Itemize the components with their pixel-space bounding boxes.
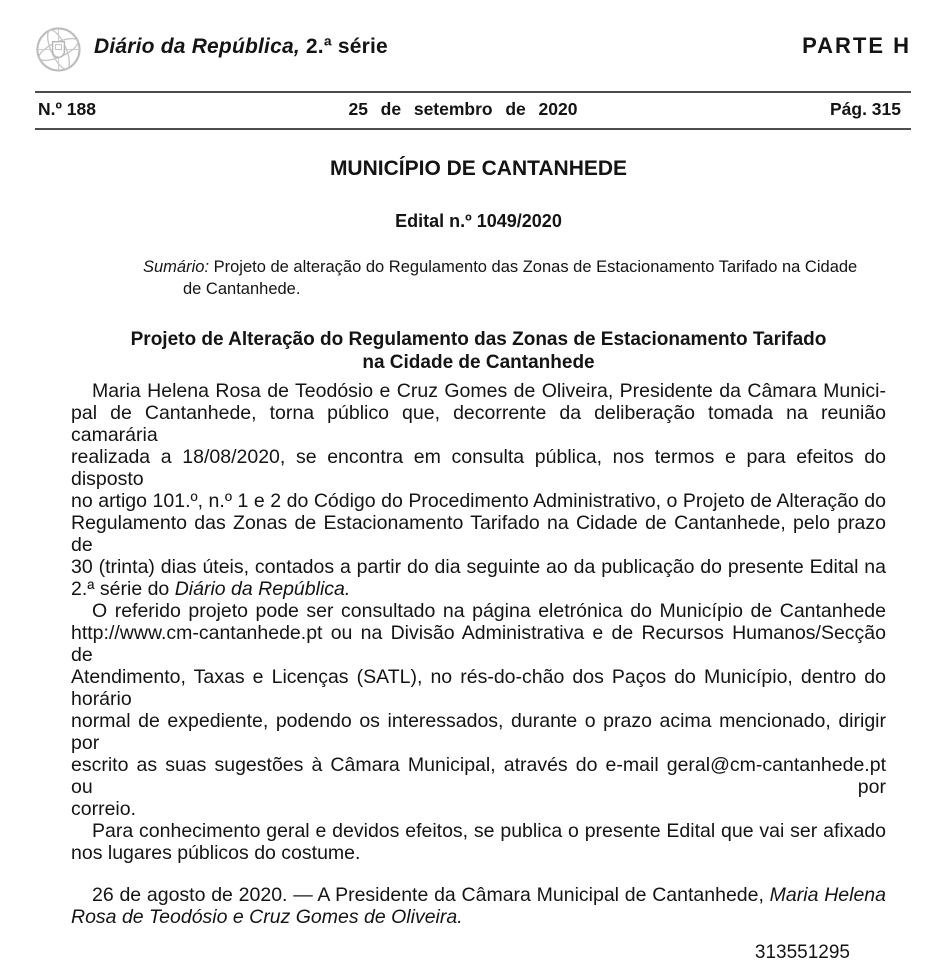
text-segment: http://www.cm-cantanhede.pt ou na Divisão Administrativa e de Recursos Humanos/Secção de	[71, 622, 886, 666]
registration-number: 313551295	[71, 942, 886, 964]
issue-bar	[35, 93, 911, 128]
horizontal-rule-bottom	[35, 128, 911, 130]
italic-text: Rosa de Teodósio e Cruz Gomes de Oliveira.	[71, 906, 463, 928]
text-segment: Regulamento das Zonas de Estacionamento Tarifado na Cidade de Cantanhede, pelo prazo de	[71, 512, 886, 556]
summary-line	[143, 256, 886, 278]
paragraph	[71, 884, 886, 928]
body-line	[71, 446, 886, 490]
body-line	[71, 490, 886, 512]
text-segment: normal de expediente, podendo os interessados, durante o prazo acima mencionado, dirigir por	[71, 710, 886, 754]
body-line	[71, 906, 886, 928]
text-segment: O referido projeto pode ser consultado na página eletrónica do Município de Cantanhede	[92, 600, 886, 622]
body-line	[71, 842, 886, 864]
text-segment: 2.ª série do	[71, 578, 175, 600]
edict-number: Edital n.º 1049/2020	[71, 212, 886, 230]
document-body	[71, 380, 886, 928]
body-line	[71, 710, 886, 754]
italic-text: Maria Helena	[770, 884, 886, 906]
text-segment: realizada a 18/08/2020, se encontra em consulta pública, nos termos e para efeitos do disposto	[71, 446, 886, 490]
text-segment: de Cantanhede.	[183, 280, 300, 298]
text-segment: Maria Helena Rosa de Teodósio e Cruz Gomes de Oliveira, Presidente da Câmara Munici-	[92, 380, 886, 402]
text-segment: 30 (trinta) dias úteis, contados a partir do dia seguinte ao da publicação do presente Edital na	[71, 556, 886, 578]
italic-text: Diário da República.	[175, 578, 351, 600]
body-line	[71, 666, 886, 710]
text-segment: 26 de agosto de 2020. — A Presidente da Câmara Municipal de Cantanhede,	[92, 884, 770, 906]
body-line	[71, 578, 886, 600]
paragraph	[71, 600, 886, 820]
document-content	[71, 158, 886, 964]
municipality-title: MUNICÍPIO DE CANTANHEDE	[71, 158, 886, 179]
summary-line	[183, 278, 886, 300]
text-segment: correio.	[71, 798, 136, 820]
page-number: Pág. 315	[830, 101, 901, 119]
italic-text: Sumário:	[143, 258, 214, 276]
text-segment: Atendimento, Taxas e Licenças (SATL), no rés-do-chão dos Paços do Município, dentro do horário	[71, 666, 886, 710]
body-line	[71, 754, 886, 798]
part-label: PARTE H	[802, 26, 911, 59]
summary-block	[143, 256, 886, 300]
journal-title-series: 2.ª série	[300, 35, 388, 58]
journal-title	[94, 26, 388, 59]
body-line	[71, 380, 886, 402]
body-line	[71, 512, 886, 556]
journal-title-italic: Diário da República,	[94, 35, 300, 58]
text-segment: pal de Cantanhede, torna público que, decorrente da deliberação tomada na reunião camarária	[71, 402, 886, 446]
heading-line: na Cidade de Cantanhede	[71, 351, 886, 374]
document-heading	[71, 314, 886, 374]
text-segment: nos lugares públicos do costume.	[71, 842, 360, 864]
body-line	[71, 402, 886, 446]
paragraph	[71, 380, 886, 600]
masthead	[35, 0, 911, 78]
body-line	[71, 798, 886, 820]
body-line	[71, 820, 886, 842]
republic-emblem-icon	[35, 26, 82, 78]
issue-date: 25 de setembro de 2020	[96, 101, 830, 119]
text-segment: Para conhecimento geral e devidos efeitos, se publica o presente Edital que vai ser afixado	[92, 820, 886, 842]
body-line	[71, 600, 886, 622]
text-segment: escrito as suas sugestões à Câmara Municipal, através do e-mail geral@cm-cantanhede.pt ou por	[71, 754, 886, 798]
paragraph	[71, 820, 886, 864]
masthead-brand	[35, 26, 388, 78]
body-line	[71, 884, 886, 906]
text-segment: Projeto de alteração do Regulamento das Zonas de Estacionamento Tarifado na Cidade	[214, 258, 858, 276]
heading-line: Projeto de Alteração do Regulamento das Zonas de Estacionamento Tarifado	[71, 328, 886, 351]
body-line	[71, 556, 886, 578]
body-line	[71, 622, 886, 666]
text-segment: no artigo 101.º, n.º 1 e 2 do Código do Procedimento Administrativo, o Projeto de Alteração do	[71, 490, 886, 512]
issue-number: N.º 188	[38, 101, 96, 119]
